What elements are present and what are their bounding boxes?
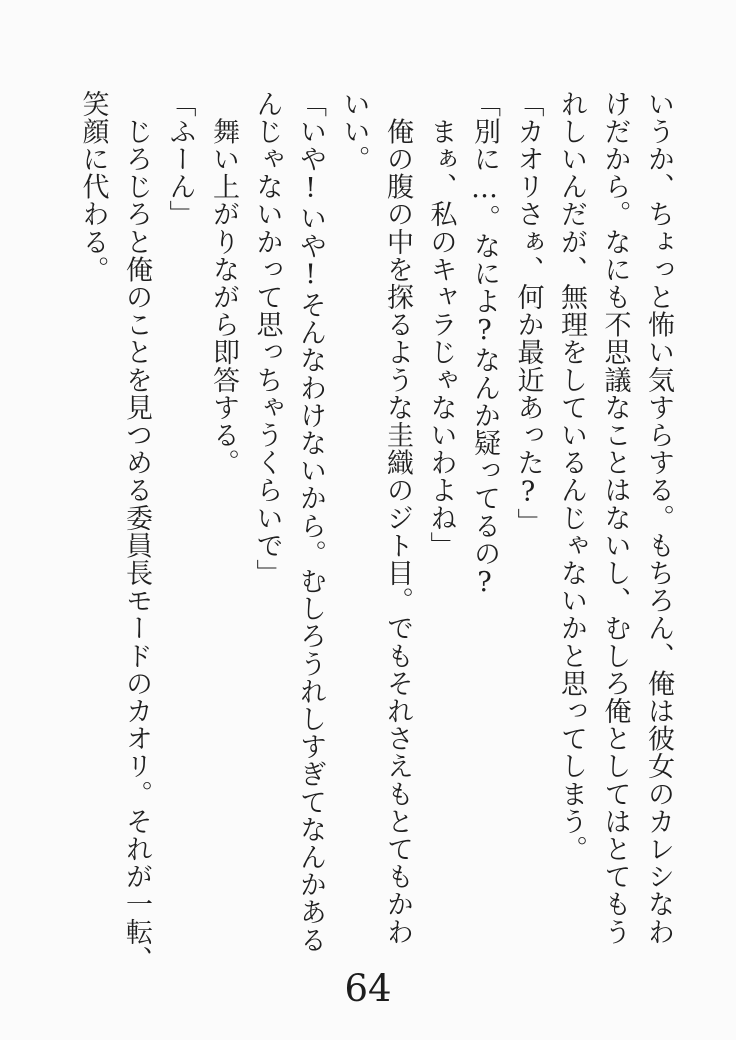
text-column-1: いうか、ちょっと怖い気すらする。もちろん、俺は彼女のカレシなわ bbox=[643, 90, 674, 946]
page-number: 64 bbox=[344, 967, 392, 1010]
text-column-14: 笑顔に代わる。 bbox=[77, 90, 109, 284]
text-column-2: けだから。なにも不思議なことはないし、むしろ俺としてはとてもう bbox=[599, 90, 631, 946]
text-column-9: 「いや!いや!そんなわけないから。むしろうれしすぎてなんかある bbox=[295, 90, 326, 954]
text-column-3: れしいんだが、無理をしているんじゃないかと思ってしまう。 bbox=[556, 90, 587, 863]
text-column-13: じろじろと俺のことを見つめる委員長モードのカオリ。それが一転、 bbox=[121, 90, 152, 974]
text-column-8: いい。 bbox=[338, 90, 370, 173]
text-column-6: まぁ、私のキャラじゃないわよね」 bbox=[425, 90, 457, 560]
text-column-7: 俺の腹の中を探るような圭織のジト目。でもそれさえもとてもかわ bbox=[382, 90, 413, 946]
text-column-4: 「カオリさぁ、何か最近あった?」 bbox=[512, 90, 544, 536]
text-column-10: んじゃないかって思っちゃうくらいで」 bbox=[251, 90, 283, 587]
page-text bbox=[71, 90, 680, 974]
text-column-11: 舞い上がりながら即答する。 bbox=[208, 90, 239, 477]
text-column-5: 「別に…。なによ?なんか疑ってるの? bbox=[469, 90, 500, 599]
text-column-12: 「ふーん」 bbox=[164, 90, 196, 228]
